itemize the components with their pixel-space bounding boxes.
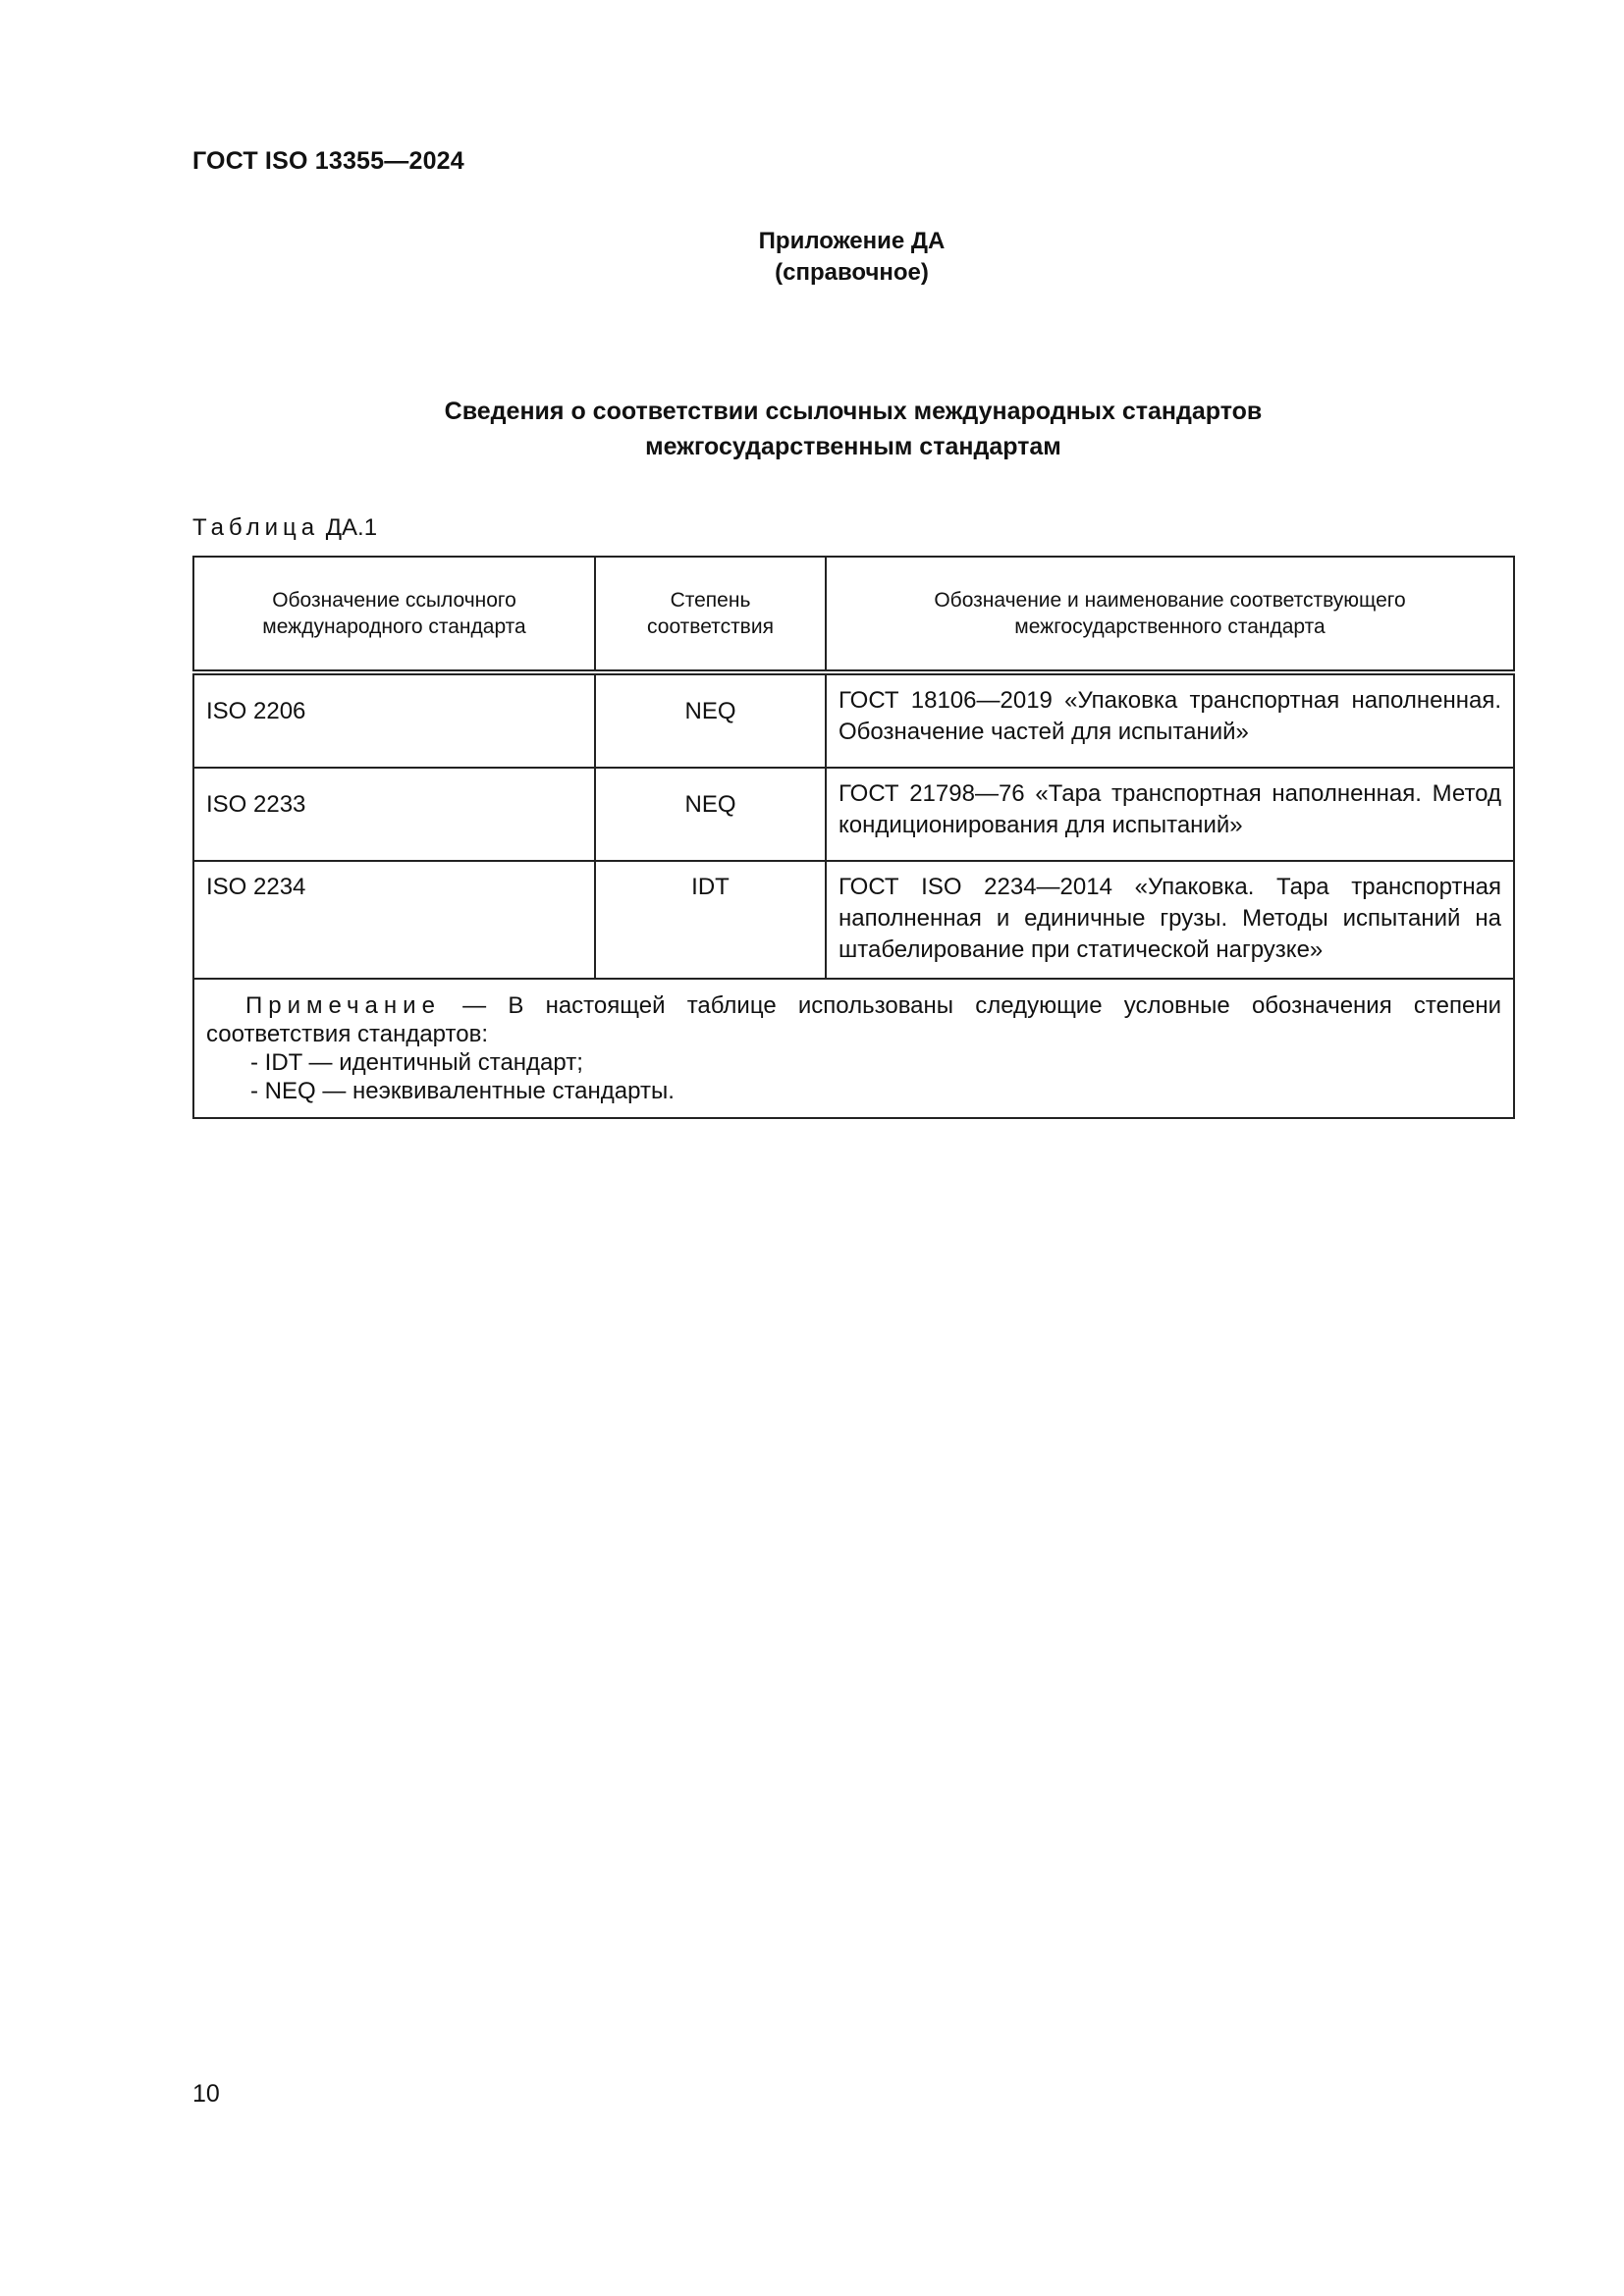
page-number: 10 xyxy=(192,2080,220,2108)
table-caption-number: ДА.1 xyxy=(325,514,378,541)
table-row xyxy=(193,861,1514,979)
document-code: ГОСТ ISO 13355—2024 xyxy=(192,147,464,175)
column-header-international: Обозначение ссылочного международного стандарта xyxy=(193,557,595,672)
table-header-row xyxy=(193,557,1514,672)
note-label: Примечание xyxy=(245,992,441,1019)
table-caption xyxy=(192,514,377,542)
annex-title: Приложение ДА xyxy=(758,228,946,254)
correspondence-table xyxy=(192,556,1515,1119)
table-caption-word: Таблица xyxy=(192,514,320,541)
section-heading-line-2: межгосударственным стандартам xyxy=(645,433,1061,460)
column-header-degree: Степень соответствия xyxy=(595,557,826,672)
section-heading-line-1: Сведения о соответствии ссылочных международных стандартов xyxy=(444,398,1263,425)
cell-interstate-standard: ГОСТ 21798—76 «Тара транспортная наполненная. Метод кондиционирования для испытаний» xyxy=(826,768,1514,861)
column-header-interstate: Обозначение и наименование соответствующего межгосударственного стандарта xyxy=(826,557,1514,672)
cell-international-standard: ISO 2234 xyxy=(193,861,595,979)
cell-degree: IDT xyxy=(595,861,826,979)
cell-degree: NEQ xyxy=(595,768,826,861)
correspondence-table-wrapper xyxy=(192,556,1513,1119)
table-note-row xyxy=(193,979,1514,1118)
table-row xyxy=(193,768,1514,861)
note-item-idt: - IDT — идентичный стандарт; xyxy=(250,1049,583,1076)
annex-subtitle: (справочное) xyxy=(775,259,929,286)
note-item-neq: - NEQ — неэквивалентные стандарты. xyxy=(250,1078,675,1104)
cell-degree: NEQ xyxy=(595,672,826,768)
section-heading xyxy=(192,394,1514,464)
table-row xyxy=(193,672,1514,768)
cell-international-standard: ISO 2206 xyxy=(193,672,595,768)
cell-international-standard: ISO 2233 xyxy=(193,768,595,861)
cell-interstate-standard: ГОСТ ISO 2234—2014 «Упаковка. Тара транспортная наполненная и единичные грузы. Методы испытаний на штабелирование при статической нагрузке» xyxy=(826,861,1514,979)
note-text: — В настоящей таблице использованы следующие условные обозначения степени соответствия стандартов: xyxy=(206,992,1501,1047)
table-note xyxy=(193,979,1514,1118)
cell-interstate-standard: ГОСТ 18106—2019 «Упаковка транспортная наполненная. Обозначение частей для испытаний» xyxy=(826,672,1514,768)
annex-title-block xyxy=(0,226,1624,289)
